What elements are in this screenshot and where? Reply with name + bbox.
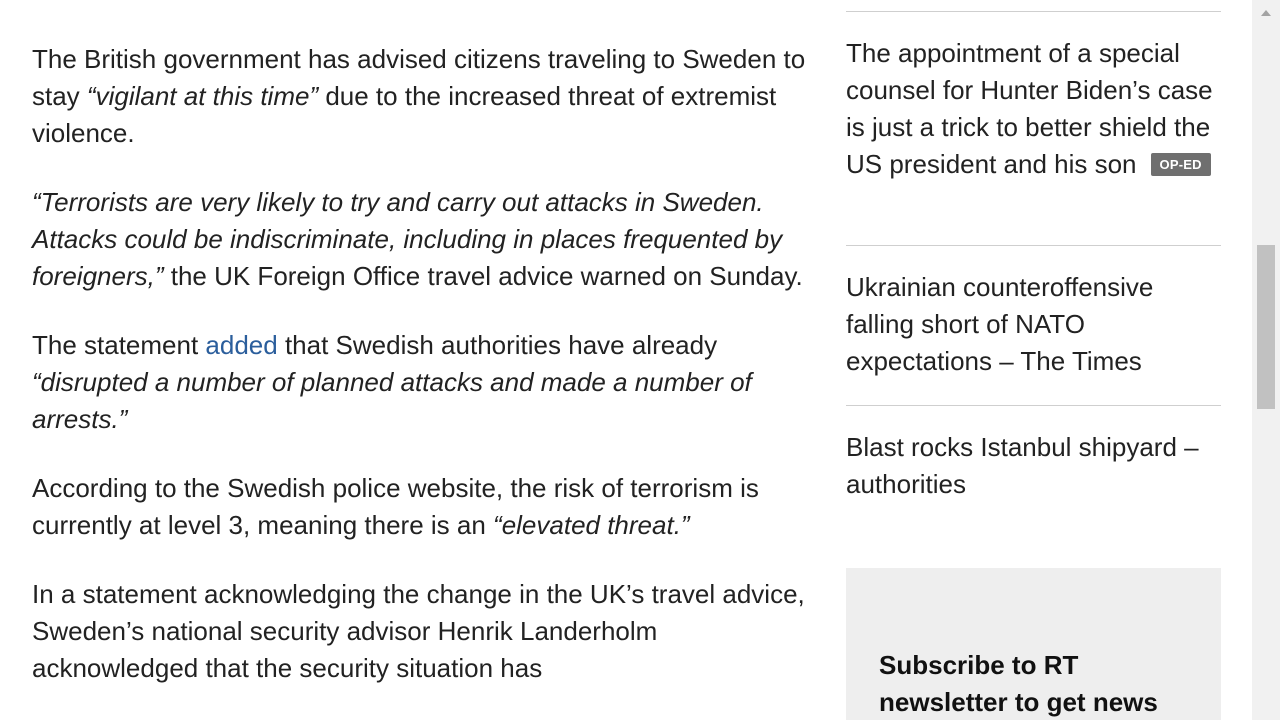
added-link[interactable]: added	[205, 330, 278, 360]
article-paragraph-5	[32, 576, 822, 687]
article-paragraph-4	[32, 470, 822, 544]
article-paragraph-1	[32, 41, 822, 152]
sidebar-news-item[interactable]	[846, 429, 1221, 503]
newsletter-subscribe-box	[846, 568, 1221, 720]
paragraph-text: that Swedish authorities have already	[277, 330, 718, 360]
news-item-title[interactable]: Blast rocks Istanbul shipyard – authorities	[846, 432, 1199, 499]
divider	[846, 11, 1221, 12]
sidebar-news-item[interactable]	[846, 269, 1221, 380]
divider	[846, 245, 1221, 246]
paragraph-text: The statement	[32, 330, 206, 360]
article-paragraph-2	[32, 184, 822, 295]
scrollbar-thumb[interactable]	[1257, 245, 1275, 409]
quote: “disrupted a number of planned attacks and made a number of arrests.”	[32, 367, 752, 434]
quote: “elevated threat.”	[493, 510, 690, 540]
quote: “vigilant at this time”	[86, 81, 319, 111]
paragraph-text: The British government has advised citizens traveling to Sweden to stay	[32, 44, 806, 111]
subscribe-title: Subscribe to RT newsletter to get news	[879, 650, 1158, 717]
divider	[846, 405, 1221, 406]
op-ed-badge: OP-ED	[1151, 153, 1211, 176]
vertical-scrollbar[interactable]	[1252, 0, 1280, 720]
paragraph-text: According to the Swedish police website, the risk of terrorism is currently at level 3, meaning there is an	[32, 473, 759, 540]
news-item-title[interactable]: The appointment of a special counsel for Hunter Biden’s case is just a trick to better shield the US president and his son	[846, 38, 1213, 179]
paragraph-text: In a statement acknowledging the change in the UK’s travel advice, Sweden’s national security advisor Henrik Landerholm acknowledged that the security situation has	[32, 579, 805, 683]
paragraph-text: the UK Foreign Office travel advice warned on Sunday.	[163, 261, 803, 291]
sidebar-news-item[interactable]	[846, 35, 1221, 183]
article-paragraph-3	[32, 327, 822, 438]
news-item-title[interactable]: Ukrainian counteroffensive falling short of NATO expectations – The Times	[846, 272, 1154, 376]
scroll-up-arrow-icon[interactable]	[1261, 10, 1271, 16]
quote: “Terrorists are very likely to try and carry out attacks in Sweden. Attacks could be indiscriminate, including in places frequented by foreigners,”	[32, 187, 783, 291]
article-body	[32, 41, 822, 719]
paragraph-text: due to the increased threat of extremist violence.	[32, 81, 777, 148]
